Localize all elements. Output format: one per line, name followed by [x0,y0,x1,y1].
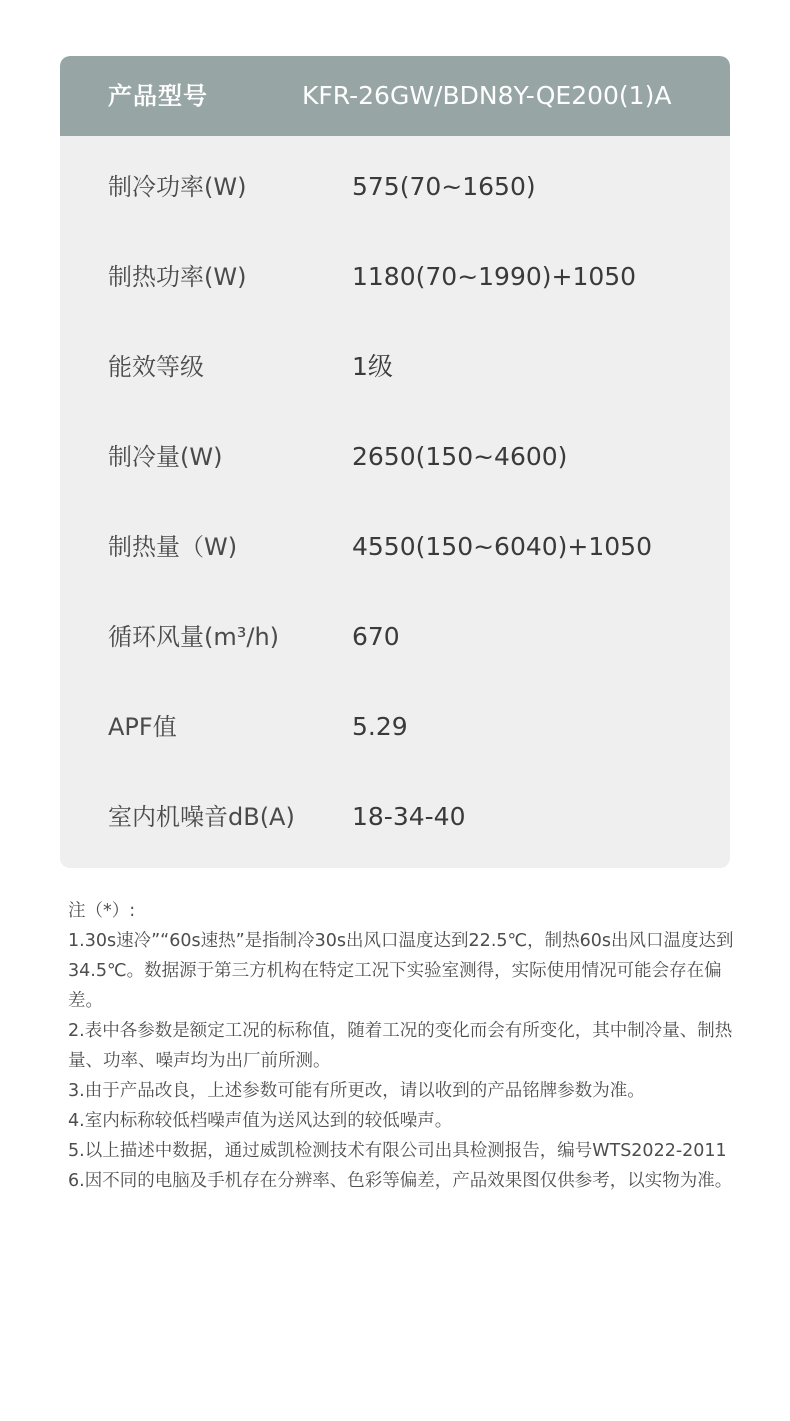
spec-row-heating-power [60,232,730,322]
spec-value: 4550(150~6040)+1050 [352,532,652,561]
note-item: 4.室内标称较低档噪声值为送风达到的较低噪声。 [68,1111,453,1131]
spec-label: 能效等级 [108,353,204,381]
spec-row-energy-grade [60,322,730,412]
note-item: 2.表中各参数是额定工况的标称值，随着工况的变化而会有所变化，其中制冷量、制热量、功率、噪声均为出厂前所测。 [68,1021,733,1071]
notes-section [68,896,736,1196]
spec-row-cooling-capacity [60,412,730,502]
spec-label: 制冷功率(W) [108,173,247,201]
spec-row-airflow [60,592,730,682]
note-item: 6.因不同的电脑及手机存在分辨率、色彩等偏差，产品效果图仅供参考，以实物为准。 [68,1171,733,1191]
spec-header [60,56,730,136]
spec-label: APF值 [108,713,177,741]
spec-value: 1级 [352,352,393,381]
spec-label: 制冷量(W) [108,443,223,471]
spec-row-apf [60,682,730,772]
spec-row-heating-capacity [60,502,730,592]
spec-value: 2650(150~4600) [352,442,568,471]
note-item: 1.30s速冷”“60s速热”是指制冷30s出风口温度达到22.5℃，制热60s出风口温度达到34.5℃。数据源于第三方机构在特定工况下实验室测得，实际使用情况可能会存在偏差。 [68,931,734,1011]
model-label: 产品型号 [108,82,208,110]
spec-row-cooling-power [60,142,730,232]
spec-label: 制热功率(W) [108,263,247,291]
spec-label: 制热量（W) [108,533,238,561]
note-item: 3.由于产品改良，上述参数可能有所更改，请以收到的产品铭牌参数为准。 [68,1081,645,1101]
spec-value: 1180(70~1990)+1050 [352,262,637,291]
spec-label: 循环风量(m³/h) [108,623,280,651]
spec-value: 575(70~1650) [352,172,536,201]
spec-value: 18-34-40 [352,802,466,831]
spec-value: 670 [352,622,400,651]
spec-row-indoor-noise [60,772,730,862]
spec-label: 室内机噪音dB(A) [108,803,295,831]
notes-title: 注（*）: [68,901,136,921]
spec-table [60,56,730,868]
note-item: 5.以上描述中数据，通过威凯检测技术有限公司出具检测报告，编号WTS2022-2011 [68,1141,727,1161]
spec-value: 5.29 [352,712,408,741]
model-value: KFR-26GW/BDN8Y-QE200(1)A [302,81,672,110]
